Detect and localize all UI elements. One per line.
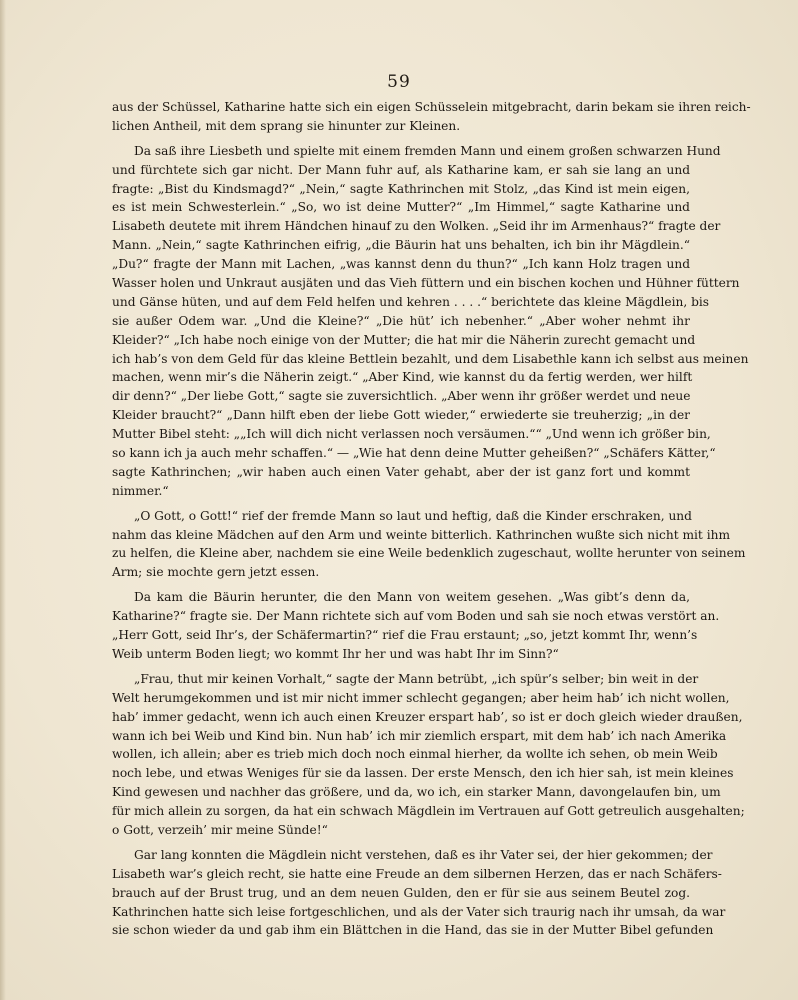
paragraph [112, 142, 749, 501]
text-line: aus der Schüssel, Katharine hatte sich ein eigen Schüsselein mitgebracht, darin bekam sie ihren reich- [112, 100, 751, 114]
text-line: noch lebe, und etwas Weniges für sie da lassen. Der erste Mensch, den ich hier sah, ist mein kleines [112, 766, 734, 781]
text-line: es ist mein Schwesterlein.“ „So, wo ist deine Mutter?“ „Im Himmel,“ sagte Katharine und [112, 200, 690, 215]
text-line: o Gott, verzeih’ mir meine Sünde!“ [112, 822, 328, 837]
text-line: wollen, ich allein; aber es trieb mich doch noch einmal hierher, da wollte ich sehen, ob mein Weib [112, 747, 718, 762]
text-line: „O Gott, o Gott!“ rief der fremde Mann so laut und heftig, daß die Kinder erschraken, und [134, 508, 692, 523]
text-line: fragte: „Bist du Kindsmagd?“ „Nein,“ sagte Kathrinchen mit Stolz, „das Kind ist mein eigen, [112, 181, 690, 196]
text-line: nahm das kleine Mädchen auf den Arm und weinte bitterlich. Kathrinchen wußte sich nicht mit ihm [112, 527, 731, 542]
text-line: nimmer.“ [112, 483, 169, 498]
text-line: „Frau, thut mir keinen Vorhalt,“ sagte der Mann betrübt, „ich spür’s selber; bin weit in der [134, 671, 699, 686]
text-line: Welt herumgekommen und ist mir nicht immer schlecht gegangen; aber heim hab’ ich nicht wollen, [112, 690, 730, 705]
text-line: Arm; sie mochte gern jetzt essen. [112, 565, 320, 580]
text-line: „Herr Gott, seid Ihr’s, der Schäfermartin?“ rief die Frau erstaunt; „so, jetzt kommt Ihr, wenn’s [112, 628, 698, 643]
text-line: Lisabeth deutete mit ihrem Händchen hinauf zu den Wolken. „Seid ihr im Armenhaus?“ fragte der [112, 219, 721, 234]
text-line: sie schon wieder da und gab ihm ein Blättchen in die Hand, das sie in der Mutter Bibel gefunden [112, 923, 714, 938]
text-line: Kathrinchen hatte sich leise fortgeschlichen, und als der Vater sich traurig nach ihr umsah, da war [112, 904, 726, 919]
text-line: ich hab’s von dem Geld für das kleine Bettlein bezahlt, und dem Lisabethle kann ich selbst aus meinen [112, 351, 749, 366]
text-line: und Gänse hüten, und auf dem Feld helfen und kehren . . . .“ berichtete das kleine Mägdlein, bis [112, 294, 710, 309]
text-line: Weib unterm Boden liegt; wo kommt Ihr her und was habt Ihr im Sinn?“ [112, 646, 559, 661]
text-line: wann ich bei Weib und Kind bin. Nun hab’ ich mir ziemlich erspart, mit dem hab’ ich nach Amerika [112, 728, 727, 743]
text-line: „Du?“ fragte der Mann mit Lachen, „was kannst denn du thun?“ „Ich kann Holz tragen und [112, 257, 690, 272]
text-line: Lisabeth war’s gleich recht, sie hatte eine Freude an dem silbernen Herzen, das er nach Schäfers- [112, 866, 722, 881]
text-line: sie außer Odem war. „Und die Kleine?“ „Die hüt’ ich nebenher.“ „Aber woher nehmt ihr [112, 313, 690, 328]
text-line: brauch auf der Brust trug, und an dem neuen Gulden, den er für sie aus seinem Beutel zog. [112, 885, 690, 900]
text-line: Mann. „Nein,“ sagte Kathrinchen eifrig, „die Bäurin hat uns behalten, ich bin ihr Mägdlein.“ [112, 238, 690, 253]
text-line: Kleider braucht?“ „Dann hilft eben der liebe Gott wieder,“ erwiederte sie treuherzig; „in der [112, 408, 690, 423]
text-line: Kind gewesen und nachher das größere, und da, wo ich, ein starker Mann, davongelaufen bin, um [112, 785, 721, 800]
paragraph [112, 98, 751, 136]
text-line: zu helfen, die Kleine aber, nachdem sie eine Weile bedenklich zugeschaut, wollte herunter von seinem [112, 546, 746, 561]
paragraph [112, 588, 720, 664]
text-line: hab’ immer gedacht, wenn ich auch einen Kreuzer erspart hab’, so ist er doch gleich wieder draußen, [112, 709, 743, 724]
paragraph [112, 846, 726, 940]
text-line: Da kam die Bäurin herunter, die den Mann von weitem gesehen. „Was gibt’s denn da, [134, 590, 690, 605]
text-line: sagte Kathrinchen; „wir haben auch einen Vater gehabt, aber der ist ganz fort und kommt [112, 464, 690, 479]
text-line: lichen Antheil, mit dem sprang sie hinunter zur Kleinen. [112, 118, 461, 133]
body-text [112, 98, 751, 940]
text-line: Mutter Bibel steht: „„Ich will dich nicht verlassen noch versäumen.““ „Und wenn ich größer bin, [112, 427, 711, 442]
text-line: Gar lang konnten die Mägdlein nicht verstehen, daß es ihr Vater sei, der hier gekommen; der [134, 847, 713, 862]
text-line: Kleider?“ „Ich habe noch einige von der Mutter; die hat mir die Näherin zurecht gemacht und [112, 332, 696, 347]
text-line: Katharine?“ fragte sie. Der Mann richtete sich auf vom Boden und sah sie noch etwas verstört an. [112, 609, 720, 624]
text-line: dir denn?“ „Der liebe Gott,“ sagte sie zuversichtlich. „Aber wenn ihr größer werdet und neue [112, 389, 691, 404]
page-number: 59 [387, 72, 411, 92]
paragraph [112, 507, 746, 583]
text-line: für mich allein zu sorgen, da hat ein schwach Mägdlein im Vertrauen auf Gott getreulich ausgehalten; [112, 804, 745, 819]
text-line: und fürchtete sich gar nicht. Der Mann fuhr auf, als Katharine kam, er sah sie lang an und [112, 162, 690, 177]
text-line: machen, wenn mir’s die Näherin zeigt.“ „Aber Kind, wie kannst du da fertig werden, wer hilft [112, 370, 693, 385]
text-line: Wasser holen und Unkraut ausjäten und das Vieh füttern und ein bischen kochen und Hühner füttern [112, 276, 740, 291]
paragraph [112, 670, 745, 840]
text-line: Da saß ihre Liesbeth und spielte mit einem fremden Mann und einem großen schwarzen Hund [134, 143, 721, 158]
text-line: so kann ich ja auch mehr schaffen.“ — „Wie hat denn deine Mutter geheißen?“ „Schäfers Kätter,“ [112, 446, 716, 461]
